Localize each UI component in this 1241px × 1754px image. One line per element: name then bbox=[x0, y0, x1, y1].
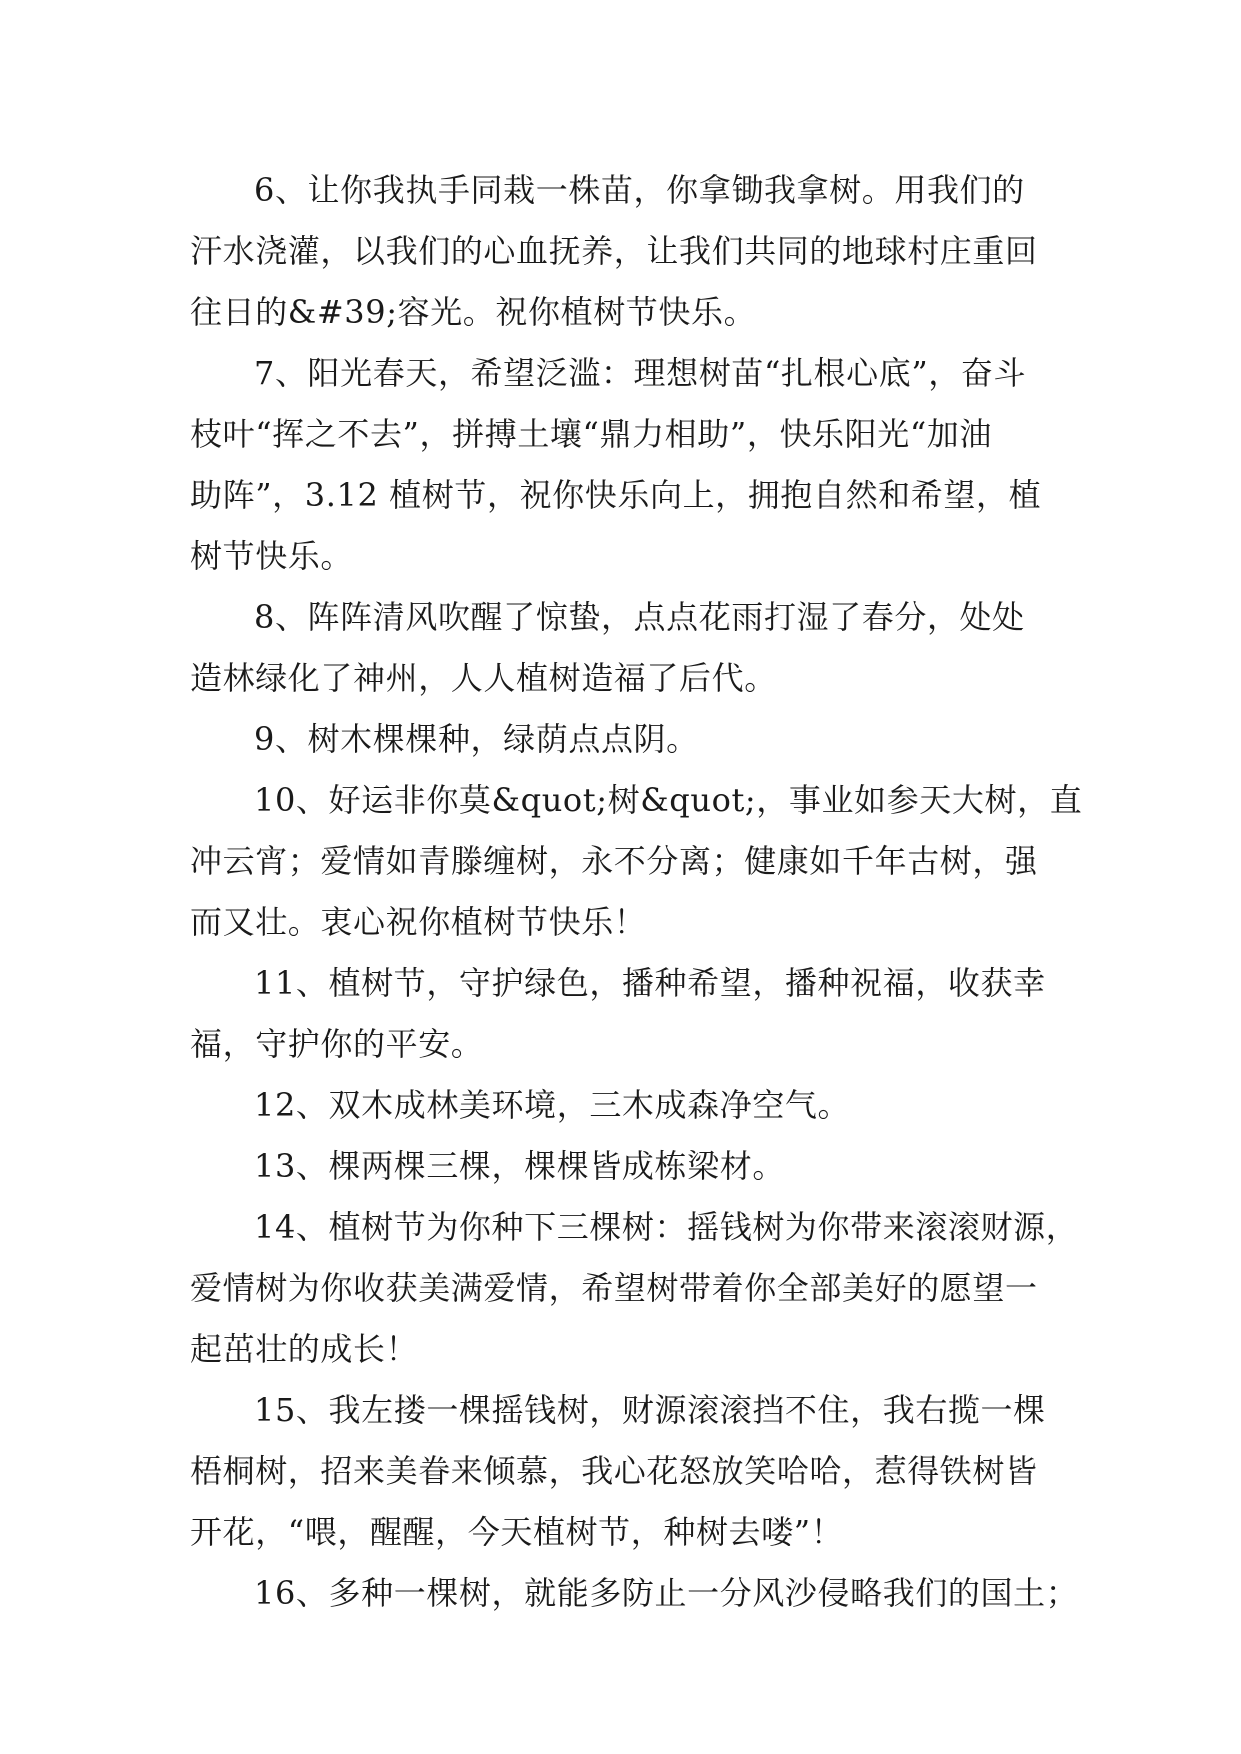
text-line: 福，守护你的平安。 bbox=[190, 1025, 484, 1063]
paragraph bbox=[190, 1136, 1052, 1197]
text-line: 树节快乐。 bbox=[190, 537, 354, 575]
text-line: 7、阳光春天，希望泛滥：理想树苗“扎根心底”，奋斗 bbox=[254, 354, 1027, 392]
paragraph bbox=[190, 953, 1052, 1075]
paragraph bbox=[190, 770, 1083, 953]
paragraph bbox=[190, 1380, 1052, 1563]
paragraph bbox=[190, 709, 1052, 770]
text-line: 10、好运非你莫&quot;树&quot;，事业如参天大树，直 bbox=[254, 781, 1083, 819]
text-line: 起茁壮的成长！ bbox=[190, 1330, 419, 1368]
text-line: 11、植树节，守护绿色，播种希望，播种祝福，收获幸 bbox=[254, 964, 1046, 1002]
text-line: 爱情树为你收获美满爱情，希望树带着你全部美好的愿望一 bbox=[190, 1269, 1038, 1307]
text-line: 开花，“喂，醒醒，今天植树节，种树去喽”！ bbox=[190, 1513, 844, 1551]
text-line: 9、树木棵棵种，绿荫点点阴。 bbox=[254, 720, 699, 758]
text-line: 往日的&#39;容光。祝你植树节快乐。 bbox=[190, 293, 757, 331]
text-line: 8、阵阵清风吹醒了惊蛰，点点花雨打湿了春分，处处 bbox=[254, 598, 1025, 636]
document-body bbox=[190, 160, 1083, 1624]
text-line: 造林绿化了神州，人人植树造福了后代。 bbox=[190, 659, 777, 697]
text-line: 16、多种一棵树，就能多防止一分风沙侵略我们的国土； bbox=[254, 1574, 1079, 1612]
text-line: 6、让你我执手同栽一株苗，你拿锄我拿树。用我们的 bbox=[254, 171, 1025, 209]
text-line: 13、棵两棵三棵，棵棵皆成栋梁材。 bbox=[254, 1147, 785, 1185]
text-line: 而又壮。衷心祝你植树节快乐！ bbox=[190, 903, 647, 941]
text-line: 汗水浇灌，以我们的心血抚养，让我们共同的地球村庄重回 bbox=[190, 232, 1038, 270]
text-line: 助阵”，3.12 植树节，祝你快乐向上，拥抱自然和希望，植 bbox=[190, 476, 1042, 514]
text-line: 15、我左搂一棵摇钱树，财源滚滚挡不住，我右揽一棵 bbox=[254, 1391, 1046, 1429]
paragraph bbox=[190, 1563, 1079, 1624]
text-line: 冲云宵；爱情如青滕缠树，永不分离；健康如千年古树，强 bbox=[190, 842, 1038, 880]
text-line: 12、双木成林美环境，三木成森净空气。 bbox=[254, 1086, 851, 1124]
paragraph bbox=[190, 1075, 1052, 1136]
text-line: 枝叶“挥之不去”，拼搏土壤“鼎力相助”，快乐阳光“加油 bbox=[190, 415, 992, 453]
paragraph bbox=[190, 160, 1052, 343]
paragraph bbox=[190, 1197, 1079, 1380]
paragraph bbox=[190, 587, 1052, 709]
text-line: 梧桐树，招来美眷来倾慕，我心花怒放笑哈哈，惹得铁树皆 bbox=[190, 1452, 1038, 1490]
paragraph bbox=[190, 343, 1052, 587]
text-line: 14、植树节为你种下三棵树：摇钱树为你带来滚滚财源， bbox=[254, 1208, 1079, 1246]
